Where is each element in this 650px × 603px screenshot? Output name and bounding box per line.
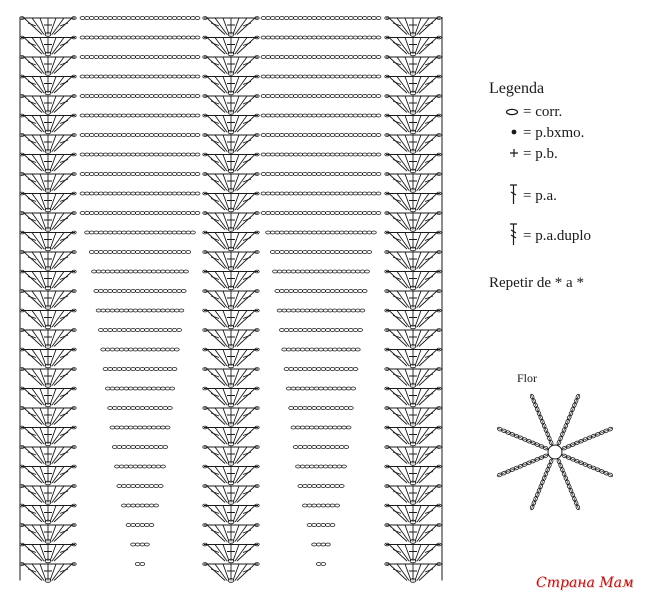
chain-row-right [293,446,348,449]
fan-stitch [385,153,441,173]
chain-row-right [298,485,344,488]
chain-row-left [108,407,173,410]
legend-text-pb: = p.b. [523,146,558,162]
fan-stitch [385,426,441,446]
legend-text-bxmo: = p.bxmo. [523,125,585,141]
flower-diagram [485,392,630,527]
fan-stitch [385,543,441,563]
chain-row-left [80,134,200,137]
fan-stitch [20,17,76,37]
fan-stitch [203,231,259,251]
chain-row-right [261,173,381,176]
fan-stitch [20,114,76,134]
fan-stitch [385,368,441,388]
chain-row-left [80,17,200,20]
chain-row-right [261,17,381,20]
chain-row-left [80,95,200,98]
fan-stitch [385,309,441,329]
fan-stitch [20,543,76,563]
flower-center [548,445,562,459]
chain-row-right [261,75,381,78]
fan-stitch [203,251,259,271]
fan-stitch [203,134,259,154]
chain-row-right [261,114,381,117]
fan-stitch [20,485,76,505]
repeat-instruction: Repetir de * a * [489,275,584,291]
fan-stitch [20,75,76,95]
fan-stitch [203,75,259,95]
legend-text-pa: = p.a. [523,187,557,204]
chain-row-right [261,36,381,39]
chain-row-right [266,231,377,234]
fan-stitch [385,504,441,524]
fan-stitch [203,485,259,505]
fan-stitch [385,114,441,134]
chain-row-left [122,504,159,507]
legend-item-pa [489,183,591,209]
fan-stitch [203,270,259,290]
chain-row-left [89,251,190,254]
fan-stitch [203,192,259,212]
fan-stitch [385,251,441,271]
chain-row-right [261,153,381,156]
chain-row-right [289,407,354,410]
chain-row-right [273,270,370,273]
chain-row-left [99,329,182,332]
fan-stitch [20,407,76,427]
chain-row-left [126,524,154,527]
flower-petal [530,394,554,446]
fan-stitch [203,212,259,232]
flower-petal [556,394,580,446]
legend-text-pa-duplo: = p.a.duplo [523,227,592,244]
fan-stitch [20,504,76,524]
fan-stitch [203,56,259,76]
chain-row-left [80,173,200,176]
fan-stitch [203,290,259,310]
chain-row-left [85,231,196,234]
fan-stitch [203,95,259,115]
fan-stitch [203,563,259,583]
flower-petal [497,427,549,451]
fan-stitch [20,426,76,446]
chain-row-right [277,309,365,312]
fan-stitch [385,231,441,251]
fan-stitch [20,212,76,232]
fan-stitch [20,524,76,544]
chain-row-right [282,348,360,351]
fan-stitch [203,309,259,329]
fan-stitch [20,231,76,251]
chain-row-right [270,251,371,254]
fan-stitch [203,504,259,524]
fan-stitch [385,446,441,466]
fan-stitch [385,36,441,56]
legend-text-corr: = corr. [523,104,563,120]
fan-stitch [385,75,441,95]
fan-stitch [385,134,441,154]
fan-stitch [20,309,76,329]
chain-row-left [96,309,184,312]
double-treble-icon [489,222,523,251]
flower-petal [556,458,580,510]
flower-petal [561,453,613,477]
legend-item-pa-duplo [489,223,591,249]
chain-row-right [275,290,367,293]
chain-row-right [261,192,381,195]
fan-stitch [385,329,441,349]
chain-row-right [303,504,340,507]
fan-stitch [385,212,441,232]
fan-stitch [385,173,441,193]
fan-stitch [385,290,441,310]
chain-row-right [261,212,381,215]
chain-row-left [80,56,200,59]
fan-stitch [385,387,441,407]
chain-row-right [280,329,363,332]
fan-stitch [385,270,441,290]
chain-row-right [296,465,347,468]
chain-row-right [286,387,355,390]
fan-stitch [385,563,441,583]
chain-row-left [94,290,186,293]
fan-stitch [20,56,76,76]
fan-stitch [203,17,259,37]
fan-stitch [203,407,259,427]
chain-row-left [92,270,189,273]
fan-stitch [203,153,259,173]
flower-petal [497,453,549,477]
fan-stitch [385,465,441,485]
fan-stitch [20,465,76,485]
fan-stitch [385,407,441,427]
fan-stitch [203,36,259,56]
chain-row-left [80,192,200,195]
chain-row-left [117,485,163,488]
fan-stitch [385,485,441,505]
legend-title: Legenda [489,80,545,97]
fan-stitch [203,173,259,193]
chain-oval-icon [489,104,523,121]
fan-stitch [20,563,76,583]
flower-petal [530,458,554,510]
chain-row-right [261,95,381,98]
flower-petal [561,427,613,451]
fan-stitch [203,114,259,134]
chain-row-left [135,563,144,566]
chain-row-left [115,465,166,468]
fan-stitch [20,290,76,310]
fan-stitch [20,134,76,154]
dot-icon [489,125,523,142]
chain-row-right [291,426,351,429]
fan-stitch [203,524,259,544]
fan-stitch [20,153,76,173]
fan-stitch [20,251,76,271]
treble-icon [489,183,523,210]
chain-row-left [80,153,200,156]
chain-row-right [261,56,381,59]
fan-stitch [203,465,259,485]
fan-stitch [385,348,441,368]
chain-row-right [261,134,381,137]
chain-row-left [80,114,200,117]
chain-row-left [131,543,150,546]
fan-stitch [203,426,259,446]
legend [489,80,591,249]
fan-stitch [203,446,259,466]
fan-stitch [20,368,76,388]
fan-stitch [20,173,76,193]
chain-row-left [112,446,167,449]
chain-row-right [312,543,331,546]
fan-stitch [20,329,76,349]
fan-stitch [203,543,259,563]
legend-item-corr [489,102,591,123]
fan-stitch [203,387,259,407]
chain-row-right [307,524,335,527]
flower-label: Flor [517,371,538,385]
fan-stitch [203,329,259,349]
fan-stitch [20,192,76,212]
chain-row-right [284,368,358,371]
fan-stitch [385,192,441,212]
fan-stitch [203,348,259,368]
chain-row-left [80,75,200,78]
plus-icon [489,146,523,163]
watermark: Страна Мам [536,575,634,591]
legend-item-bxmo [489,123,591,144]
fan-stitch [20,36,76,56]
legend-item-pb [489,144,591,165]
chain-row-left [103,368,177,371]
chain-row-left [101,348,179,351]
chain-row-left [80,36,200,39]
fan-stitch [203,368,259,388]
chain-row-left [105,387,174,390]
fan-stitch [20,348,76,368]
fan-stitch [385,17,441,37]
chain-row-left [110,426,170,429]
chain-row-left [80,212,200,215]
fan-stitch [385,95,441,115]
fan-stitch [20,95,76,115]
fan-stitch [20,446,76,466]
chain-row-right [316,563,325,566]
fan-stitch [20,270,76,290]
fan-stitch [385,56,441,76]
fan-stitch [385,524,441,544]
fan-stitch [20,387,76,407]
